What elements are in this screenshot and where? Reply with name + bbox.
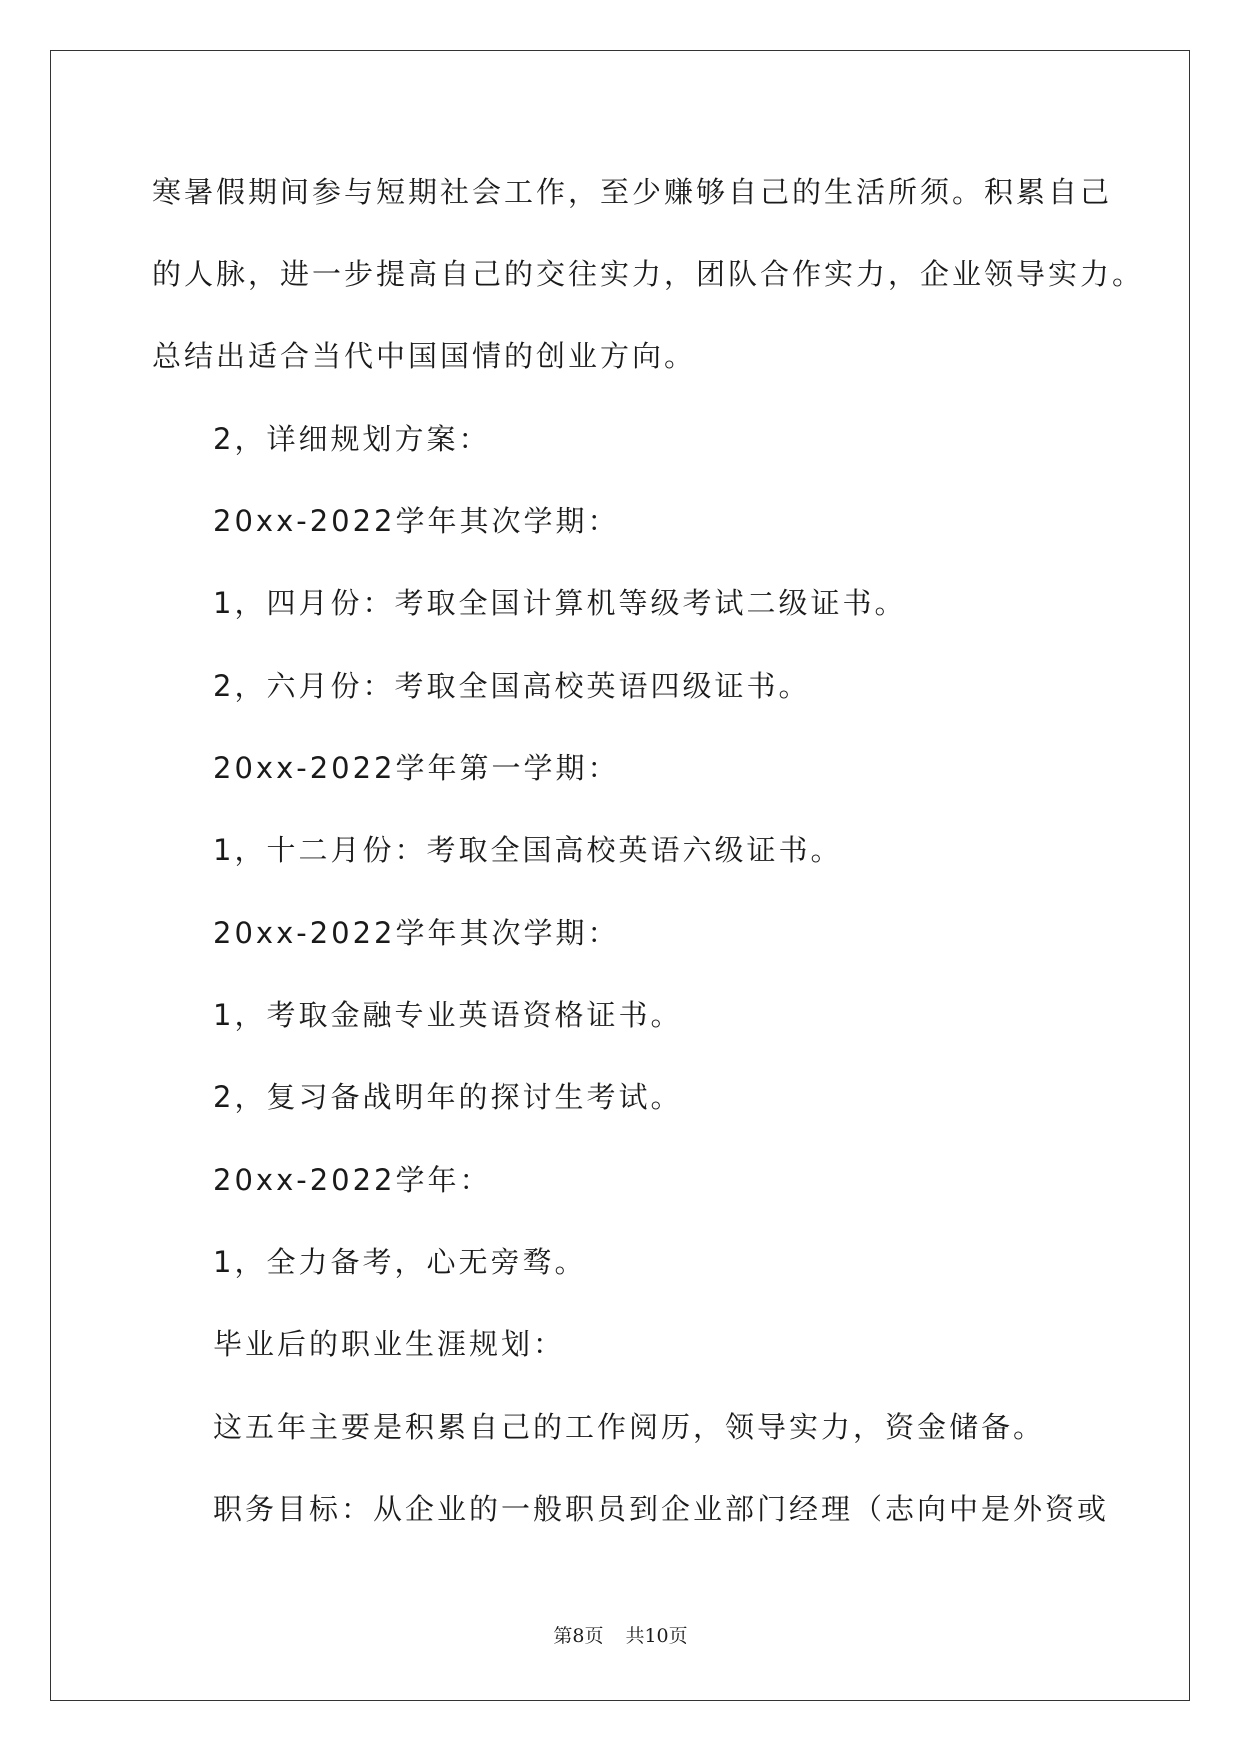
paragraph-line: 1，考取金融专业英语资格证书。 xyxy=(213,998,683,1032)
paragraph-line: 总结出适合当代中国国情的创业方向。 xyxy=(152,339,697,373)
total-pages-label: 共10页 xyxy=(625,1625,688,1647)
paragraph-line: 2，六月份：考取全国高校英语四级证书。 xyxy=(213,669,811,703)
paragraph-line: 职务目标：从企业的一般职员到企业部门经理（志向中是外资或 xyxy=(213,1492,1110,1526)
paragraph-line: 20xx-2022学年其次学期： xyxy=(213,916,620,950)
paragraph-line: 1，四月份：考取全国计算机等级考试二级证书。 xyxy=(213,586,907,620)
paragraph-line: 2，详细规划方案： xyxy=(213,422,491,456)
paragraph-line: 20xx-2022学年第一学期： xyxy=(213,751,620,785)
page-footer xyxy=(0,1623,1241,1649)
paragraph-line: 毕业后的职业生涯规划： xyxy=(213,1327,566,1361)
paragraph-line: 20xx-2022学年： xyxy=(213,1163,492,1197)
paragraph-line: 这五年主要是积累自己的工作阅历，领导实力，资金储备。 xyxy=(213,1410,1046,1444)
page-border xyxy=(50,50,1190,1701)
paragraph-line: 寒暑假期间参与短期社会工作，至少赚够自己的生活所须。积累自己 xyxy=(152,175,1113,209)
paragraph-line: 20xx-2022学年其次学期： xyxy=(213,504,620,538)
current-page-label: 第8页 xyxy=(553,1625,604,1647)
paragraph-line: 1，十二月份：考取全国高校英语六级证书。 xyxy=(213,833,843,867)
paragraph-line: 的人脉，进一步提高自己的交往实力，团队合作实力，企业领导实力。 xyxy=(152,257,1145,291)
paragraph-line: 1，全力备考，心无旁骛。 xyxy=(213,1245,587,1279)
paragraph-line: 2，复习备战明年的探讨生考试。 xyxy=(213,1080,683,1114)
